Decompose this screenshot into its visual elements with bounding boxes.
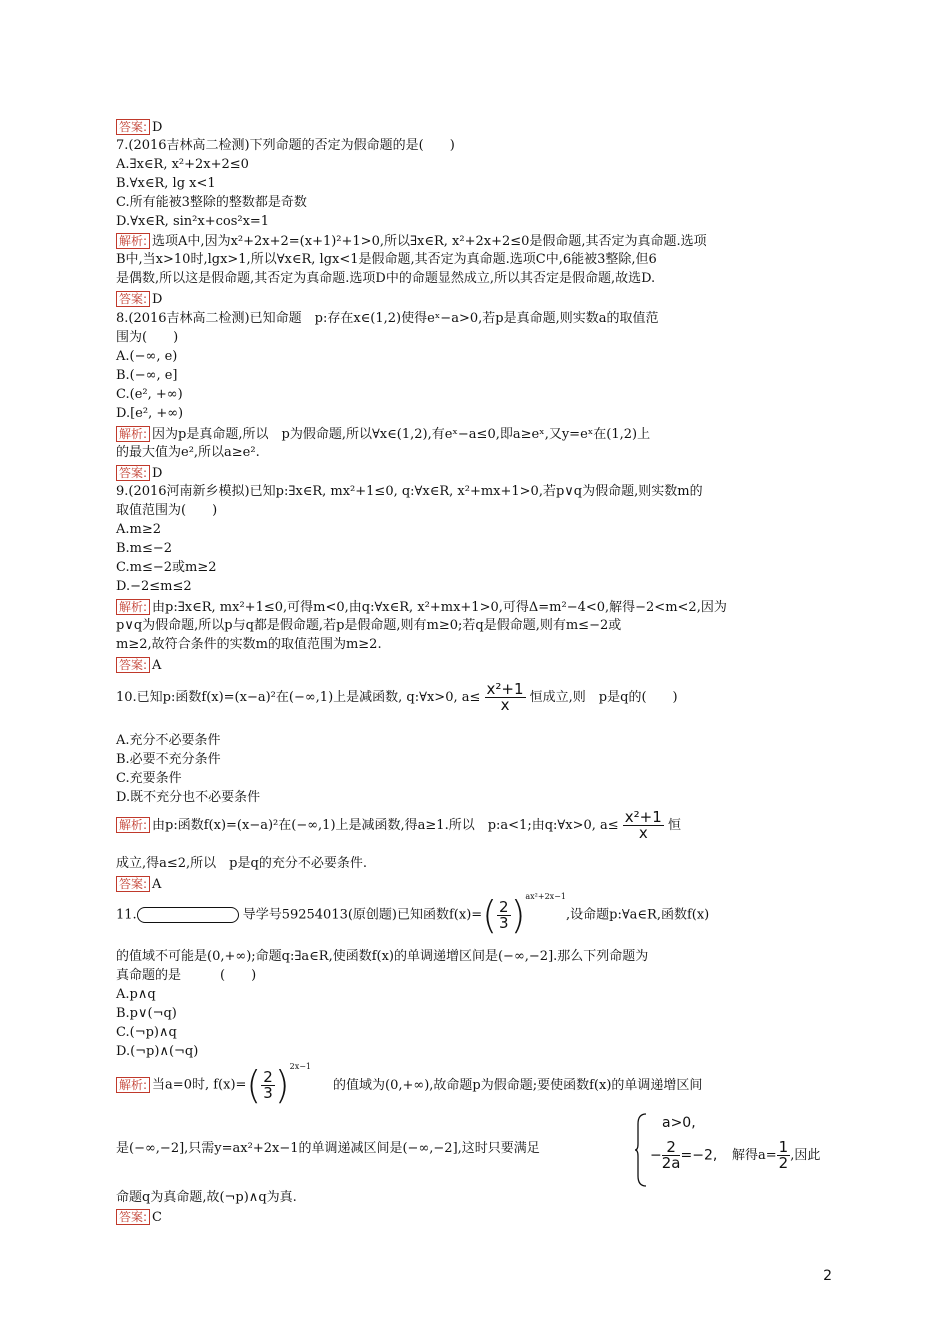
q9-option-a: A.m≥2 [116, 522, 162, 537]
q7-option-b: B.∀x∈R, lg x<1 [116, 176, 216, 191]
answer-7: 答案: D [116, 290, 162, 309]
q10-option-b: B.必要不充分条件 [116, 752, 221, 767]
q8-option-c: C.(e², +∞) [116, 387, 183, 402]
q7-option-a: A.∃x∈R, x²+2x+2≤0 [116, 157, 249, 172]
answer-tag: 答案: [116, 119, 150, 135]
question-8-line-1: 8.(2016吉林高二检测)已知命题 p:存在x∈(1,2)使得eˣ−a>0,若p是真命题,则实数a的取值范 [116, 311, 659, 326]
q7-solution-line-1: 解析: 选项A中,因为x²+2x+2=(x+1)²+1>0,所以∃x∈R, x²+2x+2≤0是假命题,其否定为真命题.选项 [116, 232, 707, 251]
q9-option-c: C.m≤−2或m≥2 [116, 560, 217, 575]
q8-option-d: D.[e², +∞) [116, 406, 184, 421]
page-number: 2 [823, 1268, 832, 1284]
q11-option-a: A.p∧q [116, 987, 156, 1002]
guide-number-badge [137, 907, 239, 923]
answer-9: 答案: A [116, 656, 161, 675]
question-9-line-2: 取值范围为( ) [116, 503, 218, 518]
solution-tag: 解析: [116, 817, 150, 833]
q9-option-d: D.−2≤m≤2 [116, 579, 192, 594]
fraction-2-over-3: $\frac{2}{3}$ [499, 897, 509, 932]
q7-option-d: D.∀x∈R, sin²x+cos²x=1 [116, 214, 270, 229]
q10-solution-line-2: 成立,得a≤2,所以 p是q的充分不必要条件. [116, 856, 367, 871]
q11-solution-line-2: 是(−∞,−2],只需y=ax²+2x−1的单调递减区间是(−∞,−2],这时只要满足 [116, 1141, 540, 1156]
q11-solution-line-1: 解析: 当a=0时, f(x)=( $\frac{2}{3}$ )2x−1的值域为(0,+∞),故命题p为假命题;要使函数f(x)的单调递增区间 [116, 1066, 702, 1104]
answer-tag: 答案: [116, 465, 150, 481]
q7-solution-line-3: 是偶数,所以这是假命题,其否定为真命题.选项D中的命题显然成立,所以其否定是假命题,故选D. [116, 271, 656, 286]
answer-tag: 答案: [116, 876, 150, 892]
solution-tag: 解析: [116, 1077, 150, 1093]
q8-option-b: B.(−∞, e] [116, 368, 178, 383]
q11-option-c: C.(¬p)∧q [116, 1025, 177, 1040]
q10-solution-line-1: 解析: 由p:函数f(x)=(x−a)²在(−∞,1)上是减函数,得a≥1.所以 p:a<1;由q:∀x>0, a≤ $\frac{\text{x²+1}}{x}$ 恒 [116, 810, 681, 841]
question-11-line-2: 的值域不可能是(0,+∞);命题q:∃a∈R,使函数f(x)的单调递增区间是(−∞,−2].那么下列命题为 [116, 949, 649, 964]
q10-option-c: C.充要条件 [116, 771, 182, 786]
question-8-line-2: 围为( ) [116, 330, 179, 345]
fraction-x2plus1-over-x: $\frac{\text{x²+1}}{x}$ [624, 808, 662, 842]
brace-condition-bottom: − $\frac{2}{2a}$ =−2, [650, 1138, 718, 1172]
q11-solution-line-2-tail: 解得a= $\frac{1}{2}$ ,因此 [732, 1138, 821, 1172]
q9-solution-line-3: m≥2,故符合条件的实数m的取值范围为m≥2. [116, 637, 382, 652]
answer-tag: 答案: [116, 1209, 150, 1225]
q7-option-c: C.所有能被3整除的整数都是奇数 [116, 195, 307, 210]
fraction-2-over-3: $\frac{2}{3}$ [263, 1067, 273, 1102]
q10-option-a: A.充分不必要条件 [116, 733, 221, 748]
answer-8: 答案: D [116, 464, 162, 483]
q9-solution-line-1: 解析: 由p:∃x∈R, mx²+1≤0,可得m<0,由q:∀x∈R, x²+mx+1>0,可得Δ=m²−4<0,解得−2<m<2,因为 [116, 598, 727, 617]
q10-option-d: D.既不充分也不必要条件 [116, 790, 261, 805]
q8-solution-line-1: 解析: 因为p是真命题,所以 p为假命题,所以∀x∈(1,2),有eˣ−a≤0,即a≥eˣ,又y=eˣ在(1,2)上 [116, 425, 650, 444]
q8-solution-line-2: 的最大值为e²,所以a≥e². [116, 445, 260, 460]
question-9-line-1: 9.(2016河南新乡模拟)已知p:∃x∈R, mx²+1≤0, q:∀x∈R, x²+mx+1>0,若p∨q为假命题,则实数m的 [116, 484, 703, 499]
brace-icon [634, 1112, 648, 1188]
fraction-1-over-2: $\frac{1}{2}$ [778, 1138, 789, 1172]
question-10: 10.已知p:函数f(x)=(x−a)²在(−∞,1)上是减函数, q:∀x>0, a≤ $\frac{\text{x²+1}}{x}$ 恒成立,则 p是q的( ) [116, 680, 678, 714]
question-11-line-3: 真命题的是 ( ) [116, 968, 257, 983]
fraction-x2plus1-over-x: $\frac{\text{x²+1}}{x}$ [486, 680, 524, 714]
answer-tag: 答案: [116, 657, 150, 673]
q7-solution-line-2: B中,当x>10时,lgx>1,所以∀x∈R, lgx<1是假命题,其否定为真命题.选项C中,6能被3整除,但6 [116, 252, 657, 267]
q11-solution-line-3: 命题q为真命题,故(¬p)∧q为真. [116, 1190, 297, 1205]
q11-option-d: D.(¬p)∧(¬q) [116, 1044, 199, 1059]
answer-tag: 答案: [116, 291, 150, 307]
answer-11: 答案: C [116, 1208, 162, 1227]
question-11-line-1: 11. 导学号59254013(原创题)已知函数f(x)=( $\frac{2}{3}$ )ax²+2x−1,设命题p:∀a∈R,函数f(x) [116, 892, 710, 937]
q11-option-b: B.p∨(¬q) [116, 1006, 177, 1021]
solution-tag: 解析: [116, 233, 150, 249]
q9-solution-line-2: p∨q为假命题,所以p与q都是假命题,若p是假命题,则有m≥0;若q是假命题,则有m≤−2或 [116, 618, 622, 633]
question-7: 7.(2016吉林高二检测)下列命题的否定为假命题的是( ) [116, 138, 455, 153]
answer-6: 答案: D [116, 118, 162, 137]
solution-tag: 解析: [116, 426, 150, 442]
solution-tag: 解析: [116, 599, 150, 615]
q9-option-b: B.m≤−2 [116, 541, 173, 556]
q8-option-a: A.(−∞, e) [116, 349, 178, 364]
answer-10: 答案: A [116, 875, 161, 894]
brace-condition-top: a>0, [662, 1115, 696, 1131]
fraction-2-over-2a: $\frac{2}{2a}$ [661, 1138, 681, 1172]
